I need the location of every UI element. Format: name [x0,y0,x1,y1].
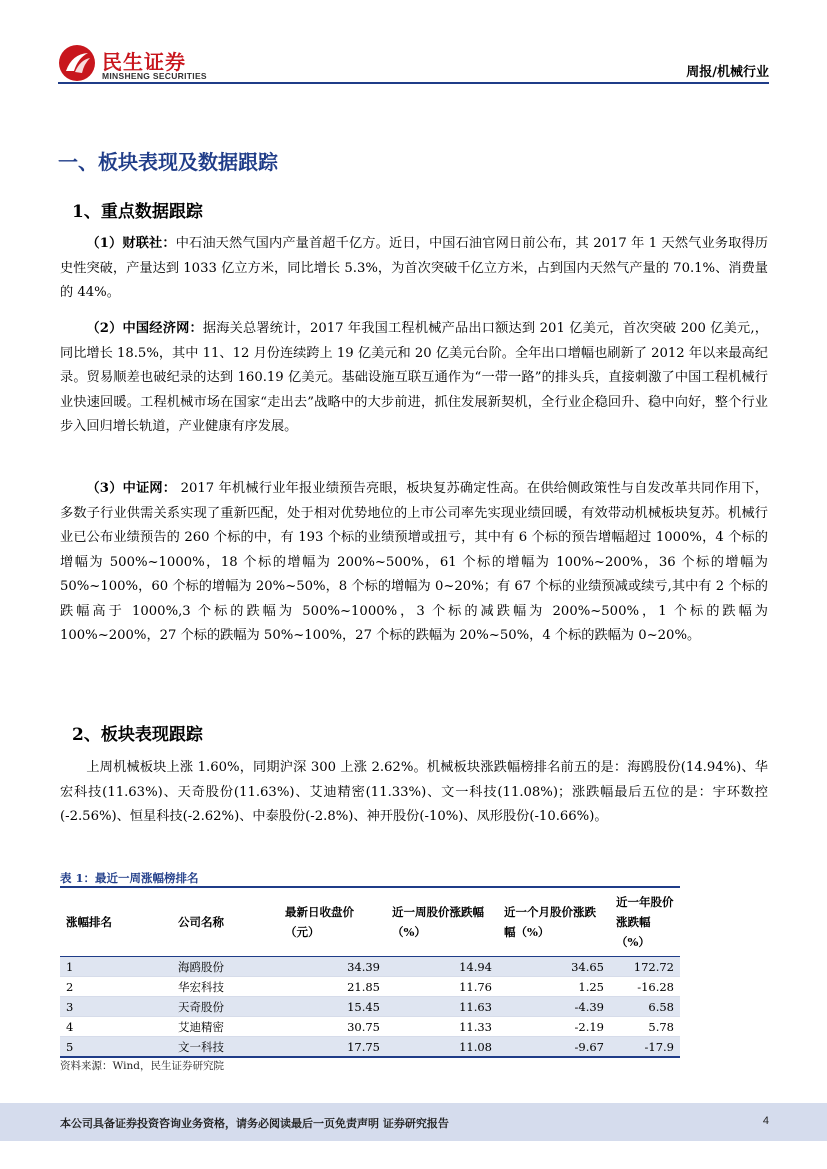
cell-month-change: -9.67 [498,1037,610,1058]
cell-year-change: 6.58 [610,997,680,1017]
column-header-rank: 涨幅排名 [60,887,172,957]
cell-company: 华宏科技 [172,977,279,997]
cell-month-change: -2.19 [498,1017,610,1037]
cell-week-change: 11.63 [386,997,498,1017]
cell-company: 艾迪精密 [172,1017,279,1037]
cell-week-change: 11.08 [386,1037,498,1058]
subsection-title-data-tracking: 1、重点数据跟踪 [72,202,203,222]
section-title: 一、板块表现及数据跟踪 [58,150,278,174]
cell-month-change: 1.25 [498,977,610,997]
sector-performance-paragraph: 上周机械板块上涨 1.60%，同期沪深 300 上涨 2.62%。机械板块涨跌幅榜排名前五的是：海鸥股份(14.94%)、华宏科技(11.63%)、天奇股份(11.63%)、艾迪精密(11.33%)、文一科技(11.08%)；涨跌幅最后五位的是：宇环数控(-2.56%)、恒星科技(-2.62%)、中泰股份(-2.8%)、神开股份(-10%)、凤形股份(-10.66%)。 [60,760,768,824]
cell-company: 文一科技 [172,1037,279,1058]
cell-year-change: 5.78 [610,1017,680,1037]
cell-rank: 2 [60,977,172,997]
news-paragraph-3 [60,477,768,649]
cell-year-change: -17.9 [610,1037,680,1058]
column-header-week-change: 近一周股价涨跌幅（%） [386,887,498,957]
table-row [60,1037,680,1058]
table-row [60,957,680,977]
table-source-note: 资料来源：Wind，民生证券研究院 [60,1060,224,1072]
footer-disclaimer: 本公司具备证券投资咨询业务资格，请务必阅读最后一页免责声明 证券研究报告 [60,1117,449,1130]
minsheng-logo-mark-icon [58,44,96,82]
cell-company: 天奇股份 [172,997,279,1017]
cell-week-change: 14.94 [386,957,498,977]
news-text-1: 中石油天然气国内产量首超千亿方。近日，中国石油官网日前公布，其 2017 年 1 天然气业务取得历史性突破，产量达到 1033 亿立方米，同比增长 5.3%，为首次突破千亿立方米，占到国内天然气产量的 70.1%、消费量的 44%。 [60,236,768,300]
cell-close-price: 30.75 [279,1017,386,1037]
cell-close-price: 21.85 [279,977,386,997]
news-text-3: 2017 年机械行业年报业绩预告亮眼，板块复苏确定性高。在供给侧政策性与自发改革共同作用下，多数子行业供需关系实现了重新匹配，处于相对优势地位的上市公司率先实现业绩回暖，有效带动机械板块复苏。机械行业已公布业绩预告的 260 个标的中，有 193 个标的业绩预增或扭亏，其中有 6 个标的预告增幅超过 1000%，4 个标的增幅为 500%~1000%，18 个标的增幅为 200%~500%，61 个标的增幅为 100%~200%，36 个标的增幅为 50%~100%，60 个标的增幅为 20%~50%，8 个标的增幅为 0~20%；有 67 个标的业绩预减或续亏,其中有 2 个标的跌幅高于 1000%,3 个标的跌幅为 500%~1000%，3 个标的减跌幅为 200%~500%，1 个标的跌幅为 100%~200%，27 个标的跌幅为 50%~100%，27 个标的跌幅为 20%~50%，4 个标的跌幅为 0~20%。 [60,481,768,643]
page-footer [0,1103,827,1141]
column-header-month-change: 近一个月股价涨跌幅（%） [498,887,610,957]
cell-year-change: 172.72 [610,957,680,977]
cell-close-price: 15.45 [279,997,386,1017]
cell-rank: 5 [60,1037,172,1058]
cell-company: 海鸥股份 [172,957,279,977]
logo-text-en: MINSHENG SECURITIES [102,71,207,81]
news-text-2: 据海关总署统计，2017 年我国工程机械产品出口额达到 201 亿美元，首次突破 200 亿美元,，同比增长 18.5%，其中 11、12 月份连续跨上 19 亿美元和 20 亿美元台阶。全年出口增幅也刷新了 2012 年以来最高纪录。贸易顺差也破纪录的达到 160.19 亿美元。基础设施互联互通作为“一带一路”的排头兵，直接刺激了中国工程机械行业快速回暖。工程机械市场在国家“走出去”战略中的大步前进，抓住发展新契机，全行业企稳回升、稳中向好，整个行业步入回归增长轨道，产业健康有序发展。 [60,321,768,434]
report-type-label: 周报/机械行业 [686,65,769,80]
table-caption: 表 1：最近一周涨幅榜排名 [60,871,199,885]
header-divider [58,82,769,84]
news-source-1: （1）财联社： [86,236,176,251]
page-number: 4 [762,1115,769,1127]
table-row [60,1017,680,1037]
news-paragraph-2 [60,317,768,440]
column-header-year-change: 近一年股价涨跌幅（%） [610,887,680,957]
cell-year-change: -16.28 [610,977,680,997]
cell-close-price: 17.75 [279,1037,386,1058]
gainers-table [60,886,680,1058]
cell-rank: 1 [60,957,172,977]
table-header-row [60,887,680,957]
page-header [0,0,827,90]
subsection-title-sector-performance: 2、板块表现跟踪 [72,725,203,745]
news-source-3: （3）中证网： [86,481,177,496]
cell-rank: 4 [60,1017,172,1037]
news-source-2: （2）中国经济网： [86,321,203,336]
table-row [60,997,680,1017]
news-paragraph-1 [60,232,768,306]
cell-week-change: 11.76 [386,977,498,997]
cell-week-change: 11.33 [386,1017,498,1037]
minsheng-logo [58,44,208,84]
table-row [60,977,680,997]
cell-close-price: 34.39 [279,957,386,977]
column-header-company: 公司名称 [172,887,279,957]
column-header-close-price: 最新日收盘价（元） [279,887,386,957]
cell-month-change: 34.65 [498,957,610,977]
logo-text-cn: 民生证券 [102,50,186,74]
cell-rank: 3 [60,997,172,1017]
cell-month-change: -4.39 [498,997,610,1017]
